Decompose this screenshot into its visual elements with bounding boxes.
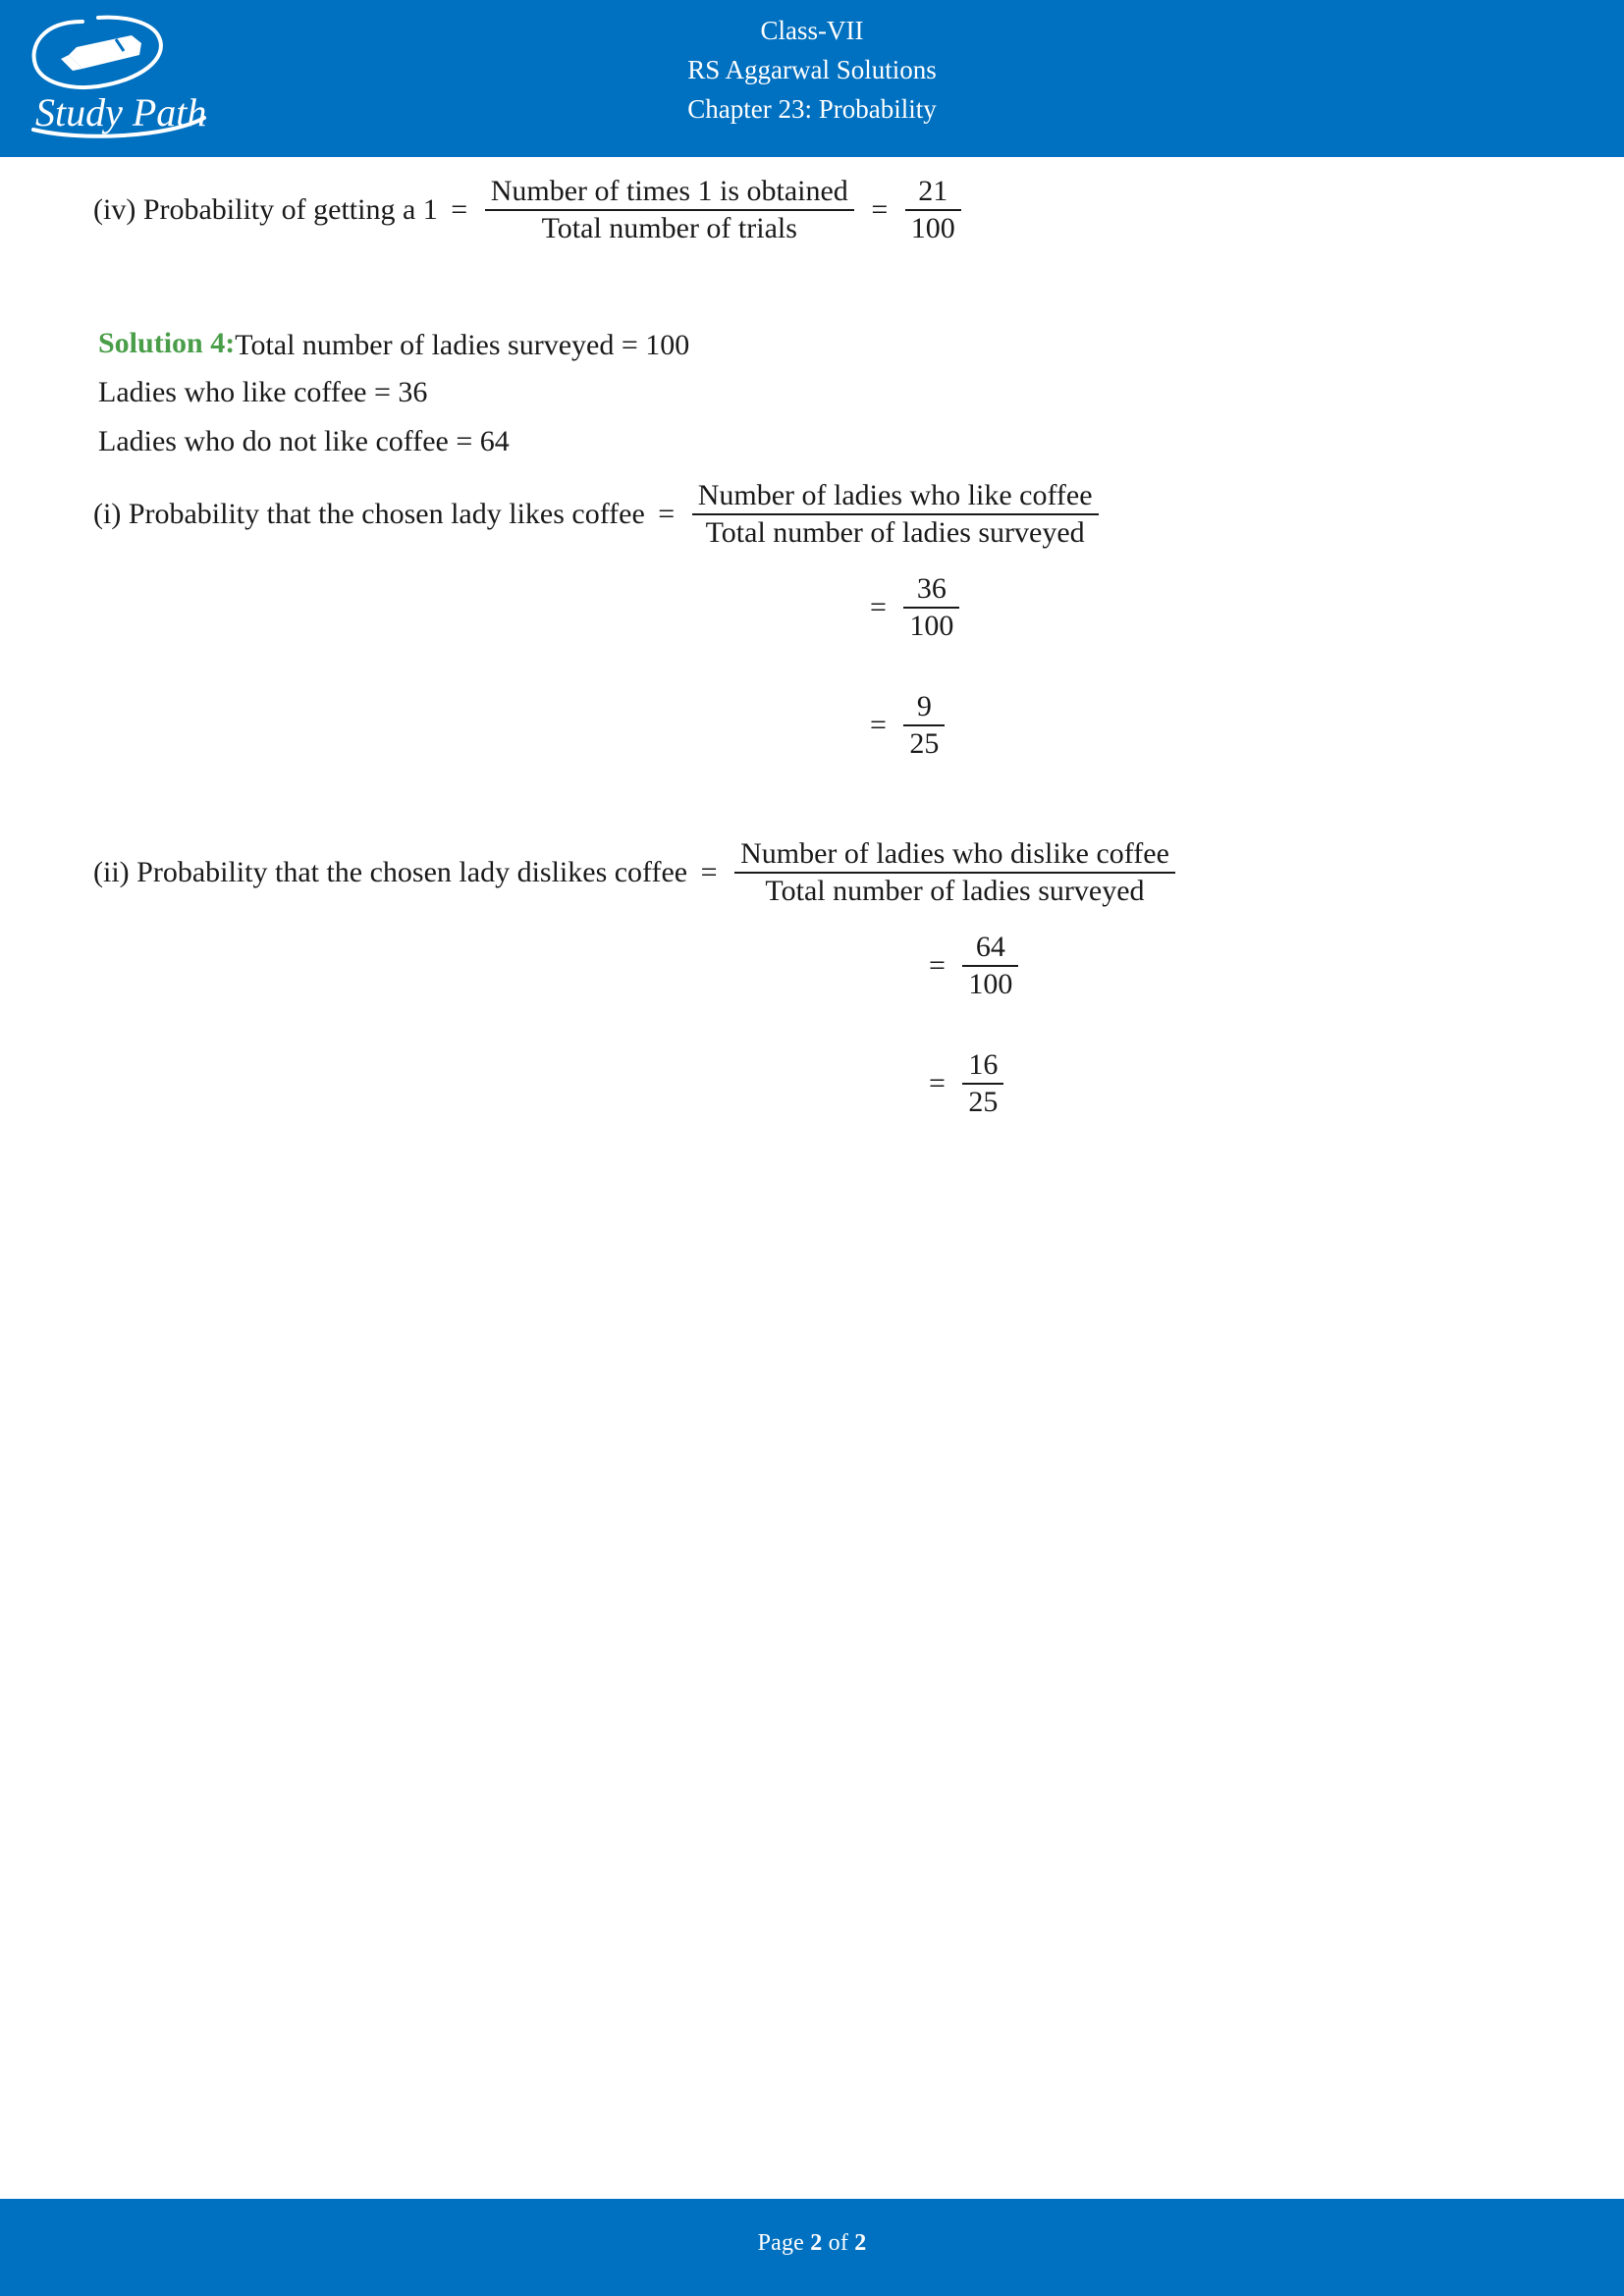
svg-text:Study Path: Study Path xyxy=(35,90,207,134)
solution-4-line-3: Ladies who do not like coffee = 64 xyxy=(98,425,510,457)
solution-4-label: Solution 4: xyxy=(98,327,236,359)
part-i-step-2 xyxy=(864,574,963,641)
page-number-middle: of xyxy=(822,2230,855,2256)
page-number-current: 2 xyxy=(810,2230,823,2256)
solution-4-line-2: Ladies who like coffee = 36 xyxy=(98,376,428,408)
header-titles xyxy=(0,12,1624,130)
part-i xyxy=(93,481,1103,548)
header-chapter: Chapter 23: Probability xyxy=(687,93,937,124)
page-number xyxy=(0,2230,1624,2257)
item-iv-fraction-2-denominator: 100 xyxy=(910,212,955,244)
part-i-equals-3: = xyxy=(870,709,887,741)
part-ii-step-2 xyxy=(923,933,1022,999)
part-ii xyxy=(93,839,1179,906)
page-number-total: 2 xyxy=(854,2230,867,2256)
part-i-fraction-2-numerator: 36 xyxy=(903,574,959,609)
part-ii-equals-2: = xyxy=(929,949,946,982)
item-iv-fraction-1-numerator: Number of times 1 is obtained xyxy=(485,177,854,211)
part-i-fraction-2 xyxy=(903,574,959,641)
part-i-fraction-3-denominator: 25 xyxy=(909,727,940,760)
item-iv-equals-1: = xyxy=(451,193,468,226)
part-i-step-3 xyxy=(864,692,948,759)
part-ii-fraction-3-numerator: 16 xyxy=(962,1050,1003,1085)
part-ii-equals-3: = xyxy=(929,1067,946,1099)
part-ii-fraction-3-denominator: 25 xyxy=(968,1086,999,1118)
part-i-fraction-1 xyxy=(692,481,1099,548)
part-i-equals-2: = xyxy=(870,591,887,623)
part-ii-label: (ii) Probability that the chosen lady dislikes coffee xyxy=(93,856,688,888)
part-ii-fraction-1 xyxy=(734,839,1175,906)
item-iv-fraction-2-numerator: 21 xyxy=(905,177,961,211)
solution-4-line-1: Total number of ladies surveyed = 100 xyxy=(235,329,690,362)
part-ii-fraction-1-denominator: Total number of ladies surveyed xyxy=(765,875,1145,907)
item-iv-fraction-1 xyxy=(485,177,854,243)
solution-4-heading xyxy=(98,329,689,360)
page-number-prefix: Page xyxy=(757,2230,811,2256)
item-iv-equals-2: = xyxy=(871,193,889,226)
part-ii-fraction-2-denominator: 100 xyxy=(968,968,1013,1000)
item-iv-fraction-1-denominator: Total number of trials xyxy=(541,212,797,244)
part-ii-fraction-1-numerator: Number of ladies who dislike coffee xyxy=(734,839,1175,874)
page-header xyxy=(0,0,1624,157)
part-i-fraction-2-denominator: 100 xyxy=(909,610,954,642)
part-ii-equals-1: = xyxy=(700,856,718,888)
page-footer xyxy=(0,2199,1624,2296)
part-i-equals-1: = xyxy=(658,498,676,530)
item-iv xyxy=(93,177,965,243)
part-i-fraction-3-numerator: 9 xyxy=(903,692,945,726)
item-iv-label: (iv) Probability of getting a 1 xyxy=(93,193,438,226)
header-book: RS Aggarwal Solutions xyxy=(687,54,937,84)
part-i-fraction-1-denominator: Total number of ladies surveyed xyxy=(705,516,1085,549)
part-i-fraction-3 xyxy=(903,692,945,759)
part-i-fraction-1-numerator: Number of ladies who like coffee xyxy=(692,481,1099,515)
part-ii-fraction-2 xyxy=(962,933,1018,999)
part-i-label: (i) Probability that the chosen lady likes coffee xyxy=(93,498,645,530)
part-ii-step-3 xyxy=(923,1050,1007,1117)
item-iv-fraction-2 xyxy=(905,177,961,243)
header-class: Class-VII xyxy=(760,16,864,45)
part-ii-fraction-2-numerator: 64 xyxy=(962,933,1018,967)
part-ii-fraction-3 xyxy=(962,1050,1003,1117)
